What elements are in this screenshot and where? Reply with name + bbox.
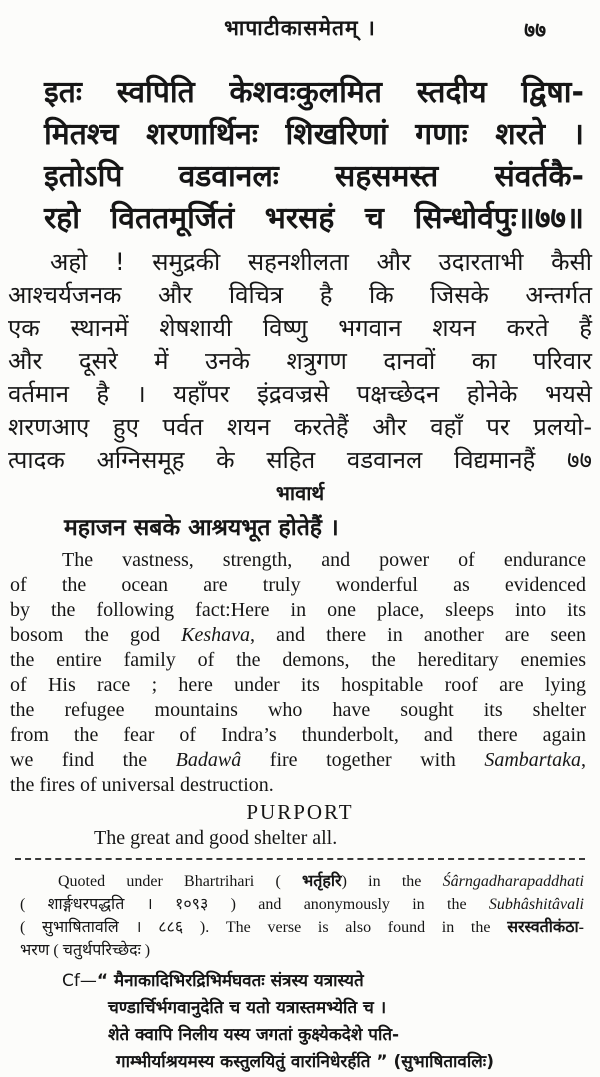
text-line: रहो विततमूर्जितं भरसहं च सिन्धोर्वपुः॥७७॥ xyxy=(44,201,584,236)
text-line: bosom the god Keshava, and there in another are seen xyxy=(10,624,586,646)
page-number: ७७ xyxy=(524,18,546,42)
text-line: of the ocean are truly wonderful as evidenced xyxy=(10,574,586,596)
text-line: गाम्भीर्याश्रयमस्य कस्तुलयितुं वारांनिधेरर्हति ” (सुभाषितावलिः) xyxy=(116,1052,495,1072)
text-line: त्पादक अग्निसमूह के सहित वडवानल विद्यमानहैं ७७ xyxy=(8,446,592,474)
text-line: भरण ( चतुर्थपरिच्छेदः ) xyxy=(20,942,151,959)
footnote-citation xyxy=(20,870,584,962)
text-line: Quoted under Bhartrihari ( भर्तृहरि) in the Śârngadharapaddhati xyxy=(58,873,584,890)
text-line: the fires of universal destruction. xyxy=(10,774,274,796)
text-line: the refugee mountains who have sought its shelter xyxy=(10,699,586,721)
text-line: of His race ; here under its hospitable roof are lying xyxy=(10,674,586,696)
english-translation xyxy=(10,548,586,798)
text-line: मितश्च शरणार्थिनः शिखरिणां गणाः शरते । xyxy=(44,117,584,152)
text-line: चण्डार्चिर्भगवानुदेति च यतो यत्रास्तमभ्येति च । xyxy=(108,998,387,1018)
text-line: इतः स्वपिति केशवःकुलमित स्तदीय द्विषा- xyxy=(44,75,584,110)
footnote-cf-quote xyxy=(20,968,584,1076)
hindi-commentary xyxy=(8,246,592,477)
bhavartha-text: महाजन सबके आश्रयभूत होतेहैं । xyxy=(64,515,339,541)
text-line: the entire family of the demons, the hereditary enemies xyxy=(10,649,586,671)
text-line: from the fear of Indra’s thunderbolt, and there again xyxy=(10,724,586,746)
text-line: ( सुभाषितावलि । ८८६ ). The verse is also found in the सरस्वतीकंठा- xyxy=(20,919,584,936)
text-line: we find the Badawâ fire together with Sambartaka, xyxy=(10,749,586,771)
footnote xyxy=(20,870,584,1076)
text-line: The vastness, strength, and power of endurance xyxy=(62,549,586,571)
text-line: Cf—“ मैनाकादिभिरद्रिभिर्मघवतः संत्रस्य यत्रास्यते xyxy=(62,971,364,991)
text-line: आश्चर्यजनक और विचित्र है कि जिसके अन्तर्गत xyxy=(8,281,592,309)
text-line: इतोऽपि वडवानलः सहसमस्त संवर्तकै- xyxy=(44,159,584,194)
text-line: ( शार्ङ्गधरपद्धति । १०९३ ) and anonymously in the Subhâshitâvali xyxy=(20,896,584,913)
purport-text: The great and good shelter all. xyxy=(94,827,338,849)
page-header xyxy=(6,14,594,48)
text-line: एक स्थानमें शेषशायी विष्णु भगवान शयन करते हैं xyxy=(8,314,592,342)
text-line: वर्तमान है । यहाँपर इंद्रवज्रसे पक्षच्छेदन होनेके भयसे xyxy=(8,380,592,408)
running-title: भापाटीकासमेतम् । xyxy=(224,16,376,40)
sanskrit-verse xyxy=(44,72,584,240)
text-line: शरणआए हुए पर्वत शयन करतेहैं और वहाँ पर प्रलयो- xyxy=(8,413,592,441)
footnote-divider xyxy=(15,858,585,860)
text-line: और दूसरे में उनके शत्रुगण दानवों का परिवार xyxy=(8,347,592,375)
bhavartha-heading: भावार्थ xyxy=(275,481,325,505)
purport-heading: PURPORT xyxy=(246,800,354,824)
text-line: शेते क्वापि निलीय यस्य जगतां कुक्ष्येकदेशे पति- xyxy=(108,1025,400,1045)
text-line: अहो ! समुद्रकी सहनशीलता और उदारताभी कैसी xyxy=(50,248,592,276)
text-line: by the following fact:Here in one place, sleeps into its xyxy=(10,599,586,621)
